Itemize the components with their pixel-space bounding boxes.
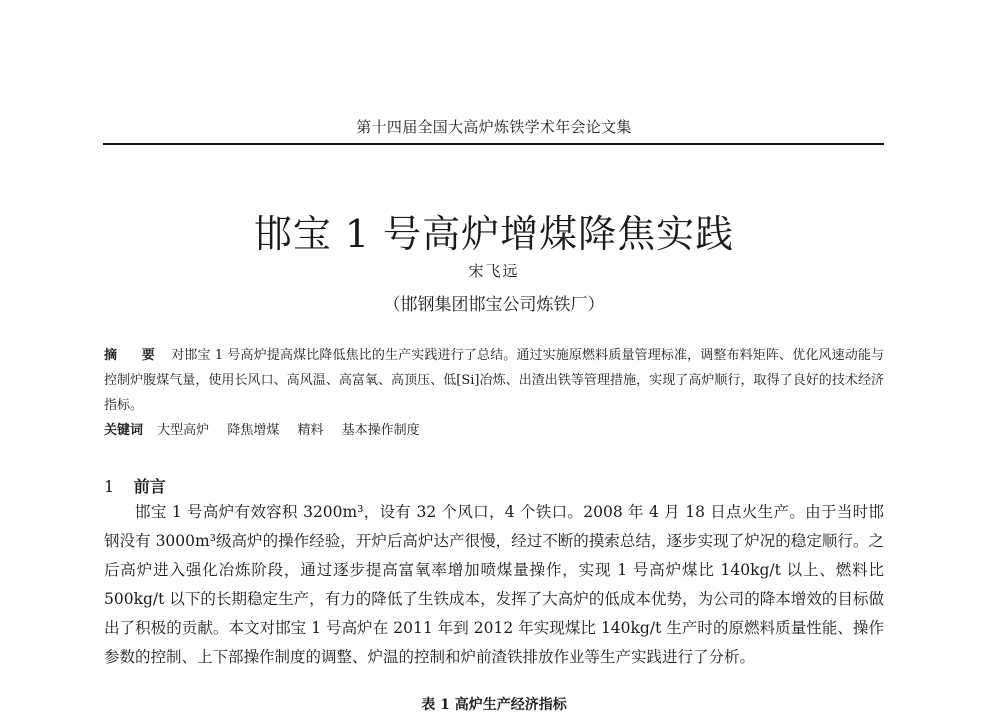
keyword: 精料 [297, 423, 324, 438]
keywords-label: 关键词 [104, 423, 144, 438]
abstract [104, 343, 884, 418]
running-header: 第十四届全国大高炉炼铁学术年会论文集 [356, 118, 632, 136]
author: 宋飞远 [468, 262, 520, 280]
table-caption: 表 1 高炉生产经济指标 [421, 697, 567, 713]
header-rule [103, 143, 884, 145]
abstract-text: 对邯宝 1 号高炉提高煤比降低焦比的生产实践进行了总结。通过实施原燃料质量管理标准，调整布料矩阵、优化风速动能与控制炉腹煤气量，使用长风口、高风温、高富氧、高顶压、低[Si]冶炼、出渣出铁等管理措施，实现了高炉顺行，取得了良好的技术经济指标。 [104, 348, 884, 413]
keyword: 大型高炉 [157, 423, 210, 438]
affiliation: （邯钢集团邯宝公司炼铁厂） [383, 295, 605, 315]
paper-title: 邯宝 1 号高炉增煤降焦实践 [253, 212, 735, 257]
section-heading [104, 474, 166, 497]
keyword: 基本操作制度 [341, 423, 420, 438]
section-number: 1 [104, 477, 115, 496]
body-paragraph: 邯宝 1 号高炉有效容积 3200m³，设有 32 个风口，4 个铁口。2008 年 4 月 18 日点火生产。由于当时邯钢没有 3000m³级高炉的操作经验，开炉后高炉达产很慢，经过不断的摸索总结，逐步实现了炉况的稳定顺行。之后高炉进入强化冶炼阶段，通过逐步提高富氧率增加喷煤量操作，实现 1 号高炉煤比 140kg/t 以上、燃料比 500kg/t 以下的长期稳定生产，有力的降低了生铁成本，发挥了大高炉的低成本优势，为公司的降本增效的目标做出了积极的贡献。本文对邯宝 1 号高炉在 2011 年到 2012 年实现煤比 140kg/t 生产时的原燃料质量性能、操作参数的控制、上下部操作制度的调整、炉温的控制和炉前渣铁排放作业等生产实践进行了分析。 [104, 503, 884, 666]
keyword: 降焦增煤 [227, 423, 280, 438]
section-title: 前言 [133, 477, 166, 496]
abstract-label: 摘 要 [104, 348, 165, 363]
keywords [104, 420, 884, 442]
